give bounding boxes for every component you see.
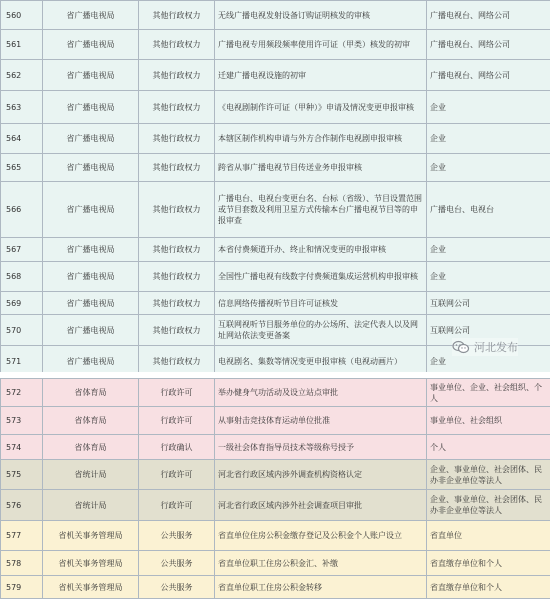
- power-type: 公共服务: [139, 576, 215, 599]
- item-name: 全国性广播电视有线数字付费频道集成运营机构申报审核: [215, 262, 427, 292]
- service-target: 省直缴存单位和个人: [427, 551, 550, 576]
- power-type: 公共服务: [139, 551, 215, 576]
- power-type: 其他行政权力: [139, 182, 215, 238]
- service-target: 广播电视台、网络公司: [427, 30, 550, 60]
- service-target: 企业、事业单位、社会团体、民办非企业单位等法人: [427, 460, 550, 490]
- row-number: 573: [1, 407, 43, 435]
- table-row: [1, 435, 550, 460]
- department: 省统计局: [43, 490, 139, 521]
- row-number: 570: [1, 315, 43, 346]
- table-row: [1, 460, 550, 490]
- row-number: 561: [1, 30, 43, 60]
- department: 省广播电视局: [43, 1, 139, 30]
- service-target: 省直缴存单位和个人: [427, 576, 550, 599]
- watermark: [452, 338, 518, 356]
- row-number: 579: [1, 576, 43, 599]
- department: 省体育局: [43, 435, 139, 460]
- department: 省广播电视局: [43, 182, 139, 238]
- power-type: 其他行政权力: [139, 30, 215, 60]
- power-type: 行政许可: [139, 379, 215, 407]
- row-number: 566: [1, 182, 43, 238]
- item-name: 广播电视专用频段频率使用许可证（甲类）核发的初审: [215, 30, 427, 60]
- row-number: 572: [1, 379, 43, 407]
- row-number: 560: [1, 1, 43, 30]
- service-target: 企业: [427, 91, 550, 124]
- item-name: 河北省行政区域内涉外社会调查项目审批: [215, 490, 427, 521]
- power-type: 行政许可: [139, 407, 215, 435]
- service-target: 广播电视台、网络公司: [427, 60, 550, 91]
- department: 省广播电视局: [43, 60, 139, 91]
- service-target: 互联网公司: [427, 292, 550, 315]
- item-name: 迁建广播电视设施的初审: [215, 60, 427, 91]
- item-name: 河北省行政区域内涉外调查机构资格认定: [215, 460, 427, 490]
- department: 省机关事务管理局: [43, 576, 139, 599]
- table-row: [1, 576, 550, 599]
- table-row: [1, 124, 550, 154]
- table-row: [1, 407, 550, 435]
- power-type: 其他行政权力: [139, 60, 215, 91]
- power-type: 其他行政权力: [139, 292, 215, 315]
- item-name: 跨省从事广播电视节目传送业务申报审核: [215, 154, 427, 182]
- service-target: 企业、事业单位、社会团体、民办非企业单位等法人: [427, 490, 550, 521]
- department: 省广播电视局: [43, 238, 139, 262]
- power-type: 其他行政权力: [139, 154, 215, 182]
- department: 省广播电视局: [43, 30, 139, 60]
- power-type: 其他行政权力: [139, 238, 215, 262]
- row-number: 569: [1, 292, 43, 315]
- table-row: [1, 182, 550, 238]
- row-number: 577: [1, 521, 43, 551]
- table-row: [1, 1, 550, 30]
- department: 省体育局: [43, 379, 139, 407]
- item-name: 本省付费频道开办、终止和情况变更的申报审核: [215, 238, 427, 262]
- watermark-text: 河北发布: [474, 342, 518, 354]
- power-type: 公共服务: [139, 521, 215, 551]
- table-row: [1, 490, 550, 521]
- row-number: 574: [1, 435, 43, 460]
- item-name: 一级社会体育指导员技术等级称号授予: [215, 435, 427, 460]
- department: 省广播电视局: [43, 346, 139, 378]
- row-number: 567: [1, 238, 43, 262]
- row-number: 571: [1, 346, 43, 378]
- service-target: 企业: [427, 238, 550, 262]
- department: 省广播电视局: [43, 124, 139, 154]
- table-row: [1, 551, 550, 576]
- row-number: 578: [1, 551, 43, 576]
- table-row: [1, 30, 550, 60]
- row-number: 575: [1, 460, 43, 490]
- row-number: 564: [1, 124, 43, 154]
- service-target: 事业单位、企业、社会组织、个人: [427, 379, 550, 407]
- power-type: 其他行政权力: [139, 124, 215, 154]
- service-target: 个人: [427, 435, 550, 460]
- item-name: 互联网视听节目服务单位的办公场所、法定代表人以及网址网站依法变更备案: [215, 315, 427, 346]
- department: 省机关事务管理局: [43, 521, 139, 551]
- power-type: 其他行政权力: [139, 346, 215, 378]
- power-type: 其他行政权力: [139, 315, 215, 346]
- service-target: 企业: [427, 346, 550, 378]
- item-name: 本辖区制作机构申请与外方合作制作电视剧申报审核: [215, 124, 427, 154]
- services-table-lower: [0, 378, 550, 599]
- item-name: 信息网络传播视听节目许可证核发: [215, 292, 427, 315]
- power-type: 行政许可: [139, 460, 215, 490]
- table-row: [1, 262, 550, 292]
- item-name: 举办健身气功活动及设立站点审批: [215, 379, 427, 407]
- department: 省广播电视局: [43, 315, 139, 346]
- table-row: [1, 154, 550, 182]
- service-target: 企业: [427, 124, 550, 154]
- service-target: 企业: [427, 262, 550, 292]
- power-type: 其他行政权力: [139, 1, 215, 30]
- department: 省广播电视局: [43, 262, 139, 292]
- item-name: 省直单位住房公积金缴存登记及公积金个人账户设立: [215, 521, 427, 551]
- item-name: 无线广播电视发射设备订购证明核发的审核: [215, 1, 427, 30]
- department: 省广播电视局: [43, 91, 139, 124]
- row-number: 563: [1, 91, 43, 124]
- power-type: 其他行政权力: [139, 91, 215, 124]
- table-row: [1, 238, 550, 262]
- table-row: [1, 379, 550, 407]
- table-row: [1, 521, 550, 551]
- department: 省广播电视局: [43, 154, 139, 182]
- department: 省广播电视局: [43, 292, 139, 315]
- row-number: 568: [1, 262, 43, 292]
- service-target: 企业: [427, 154, 550, 182]
- row-number: 565: [1, 154, 43, 182]
- power-type: 其他行政权力: [139, 262, 215, 292]
- wechat-icon: [452, 340, 470, 354]
- department: 省体育局: [43, 407, 139, 435]
- service-target: 互联网公司: [427, 315, 550, 346]
- service-target: 省直单位: [427, 521, 550, 551]
- item-name: 广播电台、电视台变更台名、台标（省级）、节目设置范围或节目套数及利用卫星方式传输本台广播电视节目等的申报审查: [215, 182, 427, 238]
- table-row: [1, 292, 550, 315]
- power-type: 行政确认: [139, 435, 215, 460]
- row-number: 562: [1, 60, 43, 91]
- service-target: 广播电台、电视台: [427, 182, 550, 238]
- service-target: 广播电视台、网络公司: [427, 1, 550, 30]
- department: 省统计局: [43, 460, 139, 490]
- item-name: 省直单位职工住房公积金汇、补缴: [215, 551, 427, 576]
- table-row: [1, 91, 550, 124]
- item-name: 《电视剧制作许可证（甲种）》申请及情况变更申报审核: [215, 91, 427, 124]
- table-row: [1, 60, 550, 91]
- row-number: 576: [1, 490, 43, 521]
- service-target: 事业单位、社会组织: [427, 407, 550, 435]
- item-name: 从事射击竞技体育运动单位批准: [215, 407, 427, 435]
- item-name: 省直单位职工住房公积金转移: [215, 576, 427, 599]
- power-type: 行政许可: [139, 490, 215, 521]
- item-name: 电视剧名、集数等情况变更申报审核（电视动画片）: [215, 346, 427, 378]
- department: 省机关事务管理局: [43, 551, 139, 576]
